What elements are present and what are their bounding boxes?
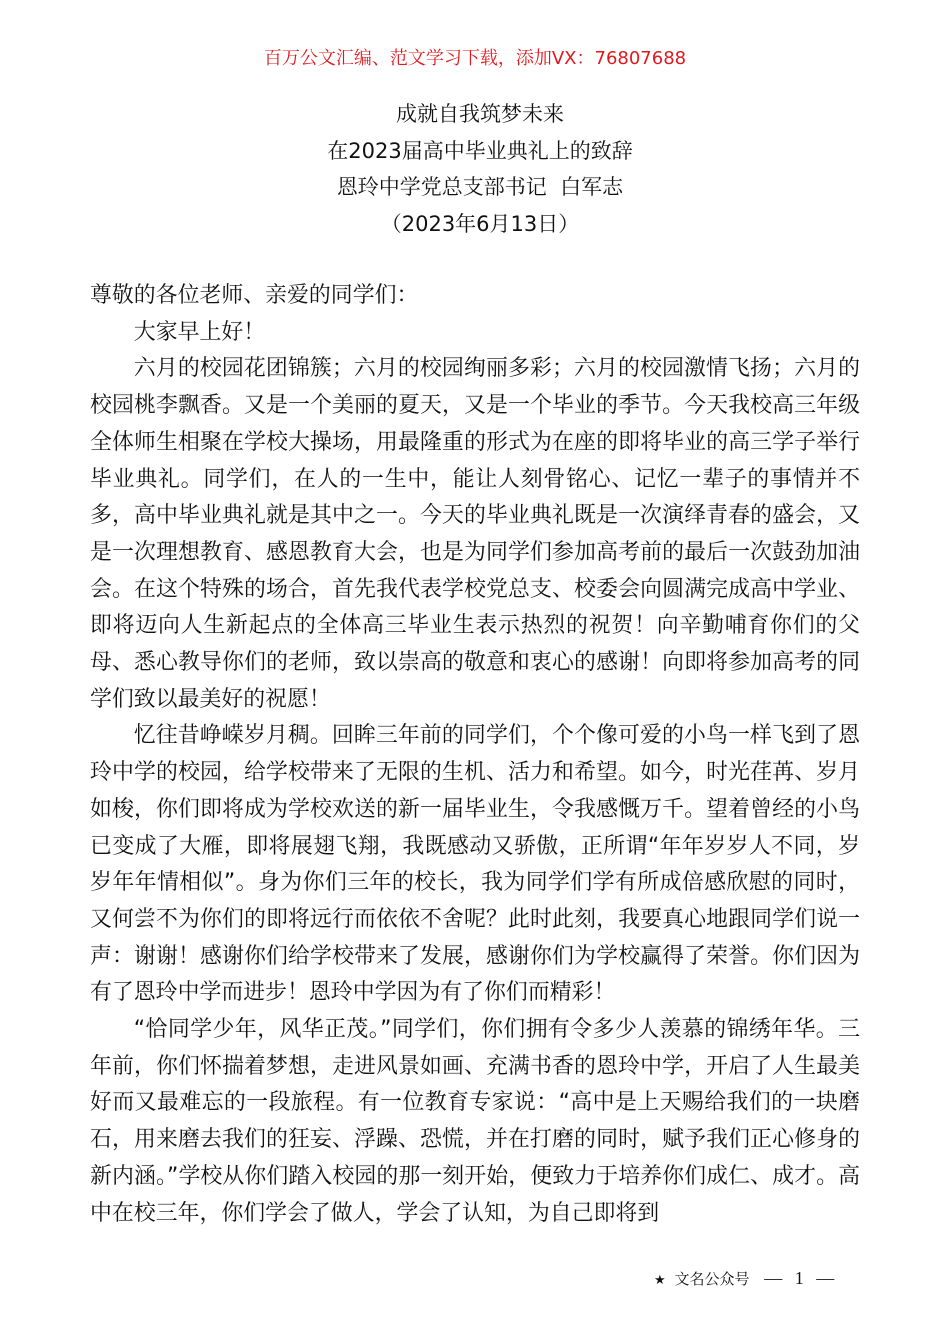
page-number [764, 1268, 838, 1288]
star-icon: ★ [654, 1273, 666, 1288]
paragraph: “恰同学少年，风华正茂。”同学们，你们拥有令多少人羡慕的锦绣年华。三年前，你们怀揣着梦想，走进风景如画、充满书香的恩玲中学，开启了人生最美好而又最难忘的一段旅程。有一位教育专家说：“高中是上天赐给我们的一块磨石，用来磨去我们的狂妄、浮躁、恐慌，并在打磨的同时，赋予我们正心修身的新内涵。”学校从你们踏入校园的那一刻开始，便致力于培养你们成仁、成才。高中在校三年，你们学会了做人，学会了认知，为自己即将到 [90, 1017, 860, 1226]
document-author: 恩玲中学党总支部书记 白军志 [336, 175, 624, 199]
paragraph: 大家早上好！ [133, 319, 266, 345]
salutation: 尊敬的各位老师、亲爱的同学们： [90, 283, 419, 308]
watermark-banner: 百万公文汇编、范文学习下载，添加VX：76807688 [263, 48, 687, 69]
page-dash-left: — [764, 1268, 787, 1288]
document-date: （2023年6月13日） [380, 211, 580, 236]
document-body [90, 278, 860, 1232]
paragraph: 六月的校园花团锦簇；六月的校园绚丽多彩；六月的校园激情飞扬；六月的校园桃李飘香。又是一个美丽的夏天，又是一个毕业的季节。今天我校高三年级全体师生相聚在学校大操场，用最隆重的形式为在座的即将毕业的高三学子举行毕业典礼。同学们，在人的一生中，能让人刻骨铭心、记忆一辈子的事情并不多，高中毕业典礼就是其中之一。今天的毕业典礼既是一次演绎青春的盛会，又是一次理想教育、感恩教育大会，也是为同学们参加高考前的最后一次鼓劲加油会。在这个特殊的场合，首先我代表学校党总支、校委会向圆满完成高中学业、即将迈向人生新起点的全体高三毕业生表示热烈的祝贺！向辛勤哺育你们的父母、悉心教导你们的老师，致以崇高的敬意和衷心的感谢！向即将参加高考的同学们致以最美好的祝愿！ [90, 356, 860, 712]
footer-label: 文名公众号 [674, 1270, 750, 1288]
page-dash-right: — [816, 1268, 839, 1288]
document-subtitle: 在2023届高中毕业典礼上的致辞 [327, 138, 633, 163]
page-footer [654, 1266, 838, 1293]
title-block [0, 96, 950, 242]
paragraph: 忆往昔峥嵘岁月稠。回眸三年前的同学们，个个像可爱的小鸟一样飞到了恩玲中学的校园，给学校带来了无限的生机、活力和希望。如今，时光荏苒、岁月如梭，你们即将成为学校欢送的新一届毕业生，令我感慨万千。望着曾经的小鸟已变成了大雁，即将展翅飞翔，我既感动又骄傲，正所谓“年年岁岁人不同，岁岁年年情相似”。身为你们三年的校长，我为同学们学有所成倍感欣慰的同时，又何尝不为你们的即将远行而依依不舍呢？此时此刻，我要真心地跟同学们说一声：谢谢！感谢你们给学校带来了发展，感谢你们为学校赢得了荣誉。你们因为有了恩玲中学而进步！恩玲中学因为有了你们而精彩！ [90, 723, 860, 1006]
page-number-value: 1 [794, 1268, 808, 1288]
document-title: 成就自我筑梦未来 [396, 102, 564, 126]
